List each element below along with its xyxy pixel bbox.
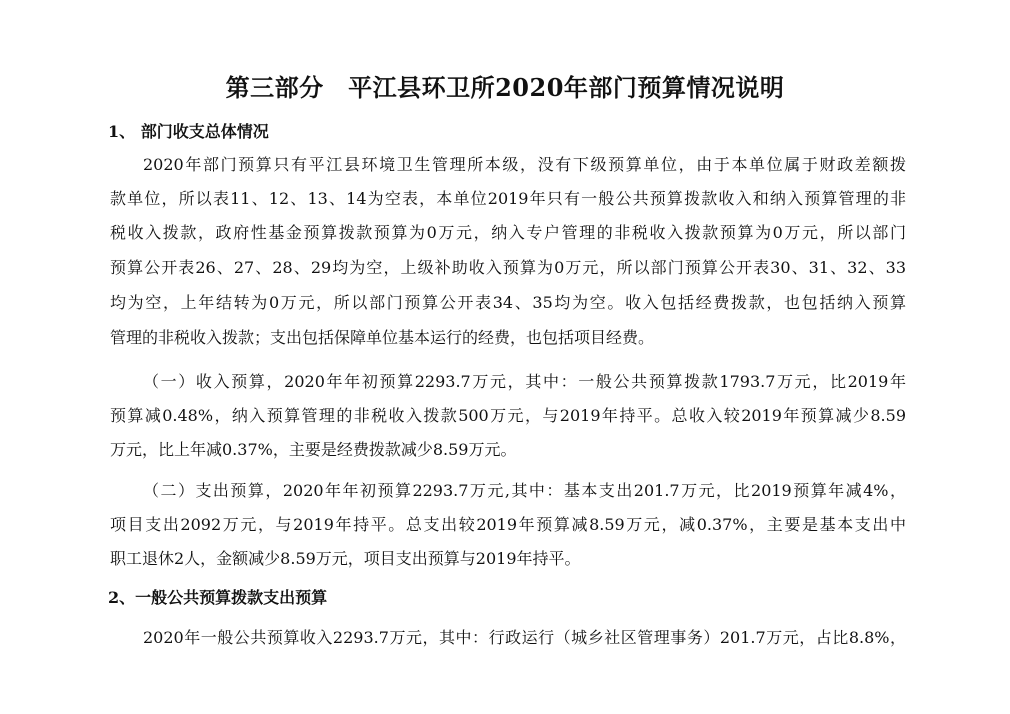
paragraph-line: 2020年部门预算只有平江县环境卫生管理所本级，没有下级预算单位，由于本单位属于财政差额拨 bbox=[143, 155, 906, 174]
section-1-heading: 1、 部门收支总体情况 bbox=[108, 122, 269, 141]
paragraph-line: 职工退休2人，金额减少8.59万元，项目支出预算与2019年持平。 bbox=[110, 549, 581, 568]
paragraph-line: 万元，比上年减0.37%，主要是经费拨款减少8.59万元。 bbox=[110, 440, 517, 459]
paragraph-line: 项目支出2092万元，与2019年持平。总支出较2019年预算减8.59万元，减0.37%，主要是基本支出中 bbox=[110, 515, 906, 534]
page-title: 第三部分 平江县环卫所2020年部门预算情况说明 bbox=[225, 73, 785, 102]
paragraph-line: 税收入拨款，政府性基金预算拨款预算为0万元，纳入专户管理的非税收入拨款预算为0万元，所以部门 bbox=[110, 223, 906, 242]
paragraph-line: 预算公开表26、27、28、29均为空，上级补助收入预算为0万元，所以部门预算公开表30、31、32、33 bbox=[110, 258, 906, 277]
paragraph-line: （二）支出预算，2020年年初预算2293.7万元,其中：基本支出201.7万元，比2019预算年减4%， bbox=[143, 481, 906, 500]
paragraph-line: 2020年一般公共预算收入2293.7万元，其中：行政运行（城乡社区管理事务）201.7万元，占比8.8%， bbox=[143, 628, 906, 647]
paragraph-line: （一）收入预算，2020年年初预算2293.7万元，其中：一般公共预算拨款1793.7万元，比2019年 bbox=[143, 372, 906, 391]
paragraph-line: 均为空，上年结转为0万元，所以部门预算公开表34、35均为空。收入包括经费拨款，也包括纳入预算 bbox=[110, 293, 906, 312]
paragraph-line: 管理的非税收入拨款；支出包括保障单位基本运行的经费，也包括项目经费。 bbox=[110, 328, 655, 347]
paragraph-line: 款单位，所以表11、12、13、14为空表，本单位2019年只有一般公共预算拨款收入和纳入预算管理的非 bbox=[110, 189, 906, 208]
section-2-heading: 2、一般公共预算拨款支出预算 bbox=[108, 588, 328, 607]
paragraph-line: 预算减0.48%，纳入预算管理的非税收入拨款500万元，与2019年持平。总收入较2019年预算减少8.59 bbox=[110, 406, 906, 425]
